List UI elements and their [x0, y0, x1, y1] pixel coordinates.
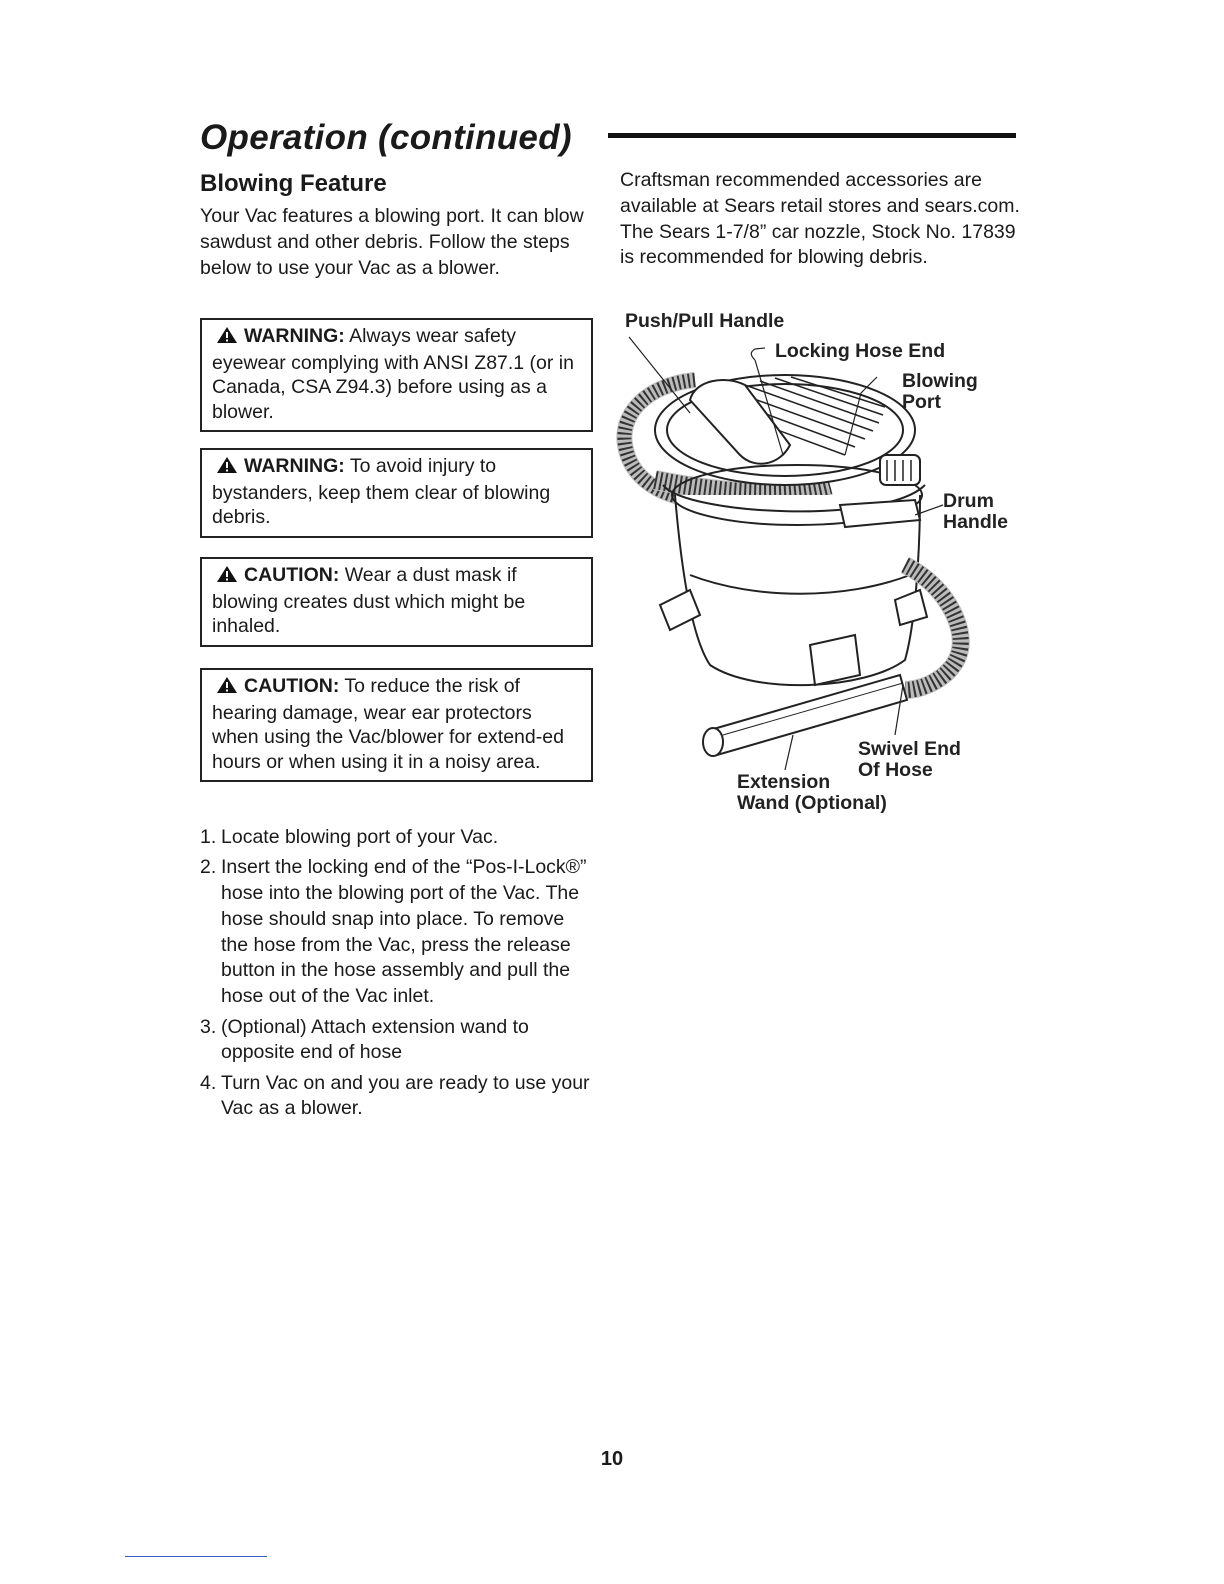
page-number: 10 — [600, 1448, 624, 1470]
list-item: 3. (Optional) Attach extension wand to opposite end of hose — [200, 1015, 529, 1064]
accessories-section — [620, 168, 1020, 271]
callout-swivel-end: Swivel End Of Hose — [858, 738, 961, 781]
warning-box-eyewear — [200, 318, 593, 432]
footer-rule — [125, 1556, 267, 1557]
page-title: Operation (continued) — [200, 118, 572, 157]
callout-locking-hose-end: Locking Hose End — [775, 340, 946, 362]
warning-triangle-icon — [216, 456, 238, 481]
steps-list — [200, 825, 595, 1127]
callout-extension-wand: Extension Wand (Optional) — [737, 771, 887, 814]
section-heading: Blowing Feature — [200, 170, 387, 197]
caution-box-dust — [200, 557, 593, 647]
list-item: 4. Turn Vac on and you are ready to use your Vac as a blower. — [200, 1071, 590, 1120]
warning-triangle-icon — [216, 565, 238, 590]
warning-triangle-icon — [216, 326, 238, 351]
notice-label: WARNING: — [244, 325, 345, 347]
callout-blowing-port: Blowing Port — [902, 370, 978, 413]
title-rule — [608, 133, 1016, 138]
blowing-feature-section — [200, 168, 595, 281]
notice-label: CAUTION: — [244, 564, 340, 586]
notice-text: To avoid injury to bystanders, keep them clear of blowing debris. — [212, 455, 551, 529]
list-item: 2. Insert the locking end of the “Pos-I-Lock®” hose into the blowing port of the Vac. The hose should snap into place. To remove the hose from the Vac, press the release button in the hose assembly and pull the hose out of the Vac inlet. — [200, 856, 587, 1008]
notice-text: Always wear safety eyewear complying with ANSI Z87.1 (or in Canada, CSA Z94.3) before using as a blower. — [212, 325, 574, 423]
warning-triangle-icon — [216, 676, 238, 701]
vac-blower-illustration — [615, 305, 1035, 830]
list-item: 1. Locate blowing port of your Vac. — [200, 826, 499, 848]
intro-paragraph: Your Vac features a blowing port. It can blow sawdust and other debris. Follow the steps below to use your Vac as a blower. — [200, 205, 584, 279]
notice-text: To reduce the risk of hearing damage, wear ear protectors when using the Vac/blower for extend-ed hours or when using it in a noisy area. — [212, 675, 564, 773]
notice-label: CAUTION: — [244, 675, 340, 697]
callout-drum-handle: Drum Handle — [943, 490, 1009, 533]
accessories-paragraph: Craftsman recommended accessories are available at Sears retail stores and sears.com. The Sears 1-7/8” car nozzle, Stock No. 17839 is recommended for blowing debris. — [620, 169, 1020, 269]
caution-box-hearing — [200, 668, 593, 782]
notice-text: Wear a dust mask if blowing creates dust which might be inhaled. — [212, 564, 526, 638]
callout-push-pull-handle: Push/Pull Handle — [625, 310, 785, 332]
warning-box-bystanders — [200, 448, 593, 538]
notice-label: WARNING: — [244, 455, 345, 477]
